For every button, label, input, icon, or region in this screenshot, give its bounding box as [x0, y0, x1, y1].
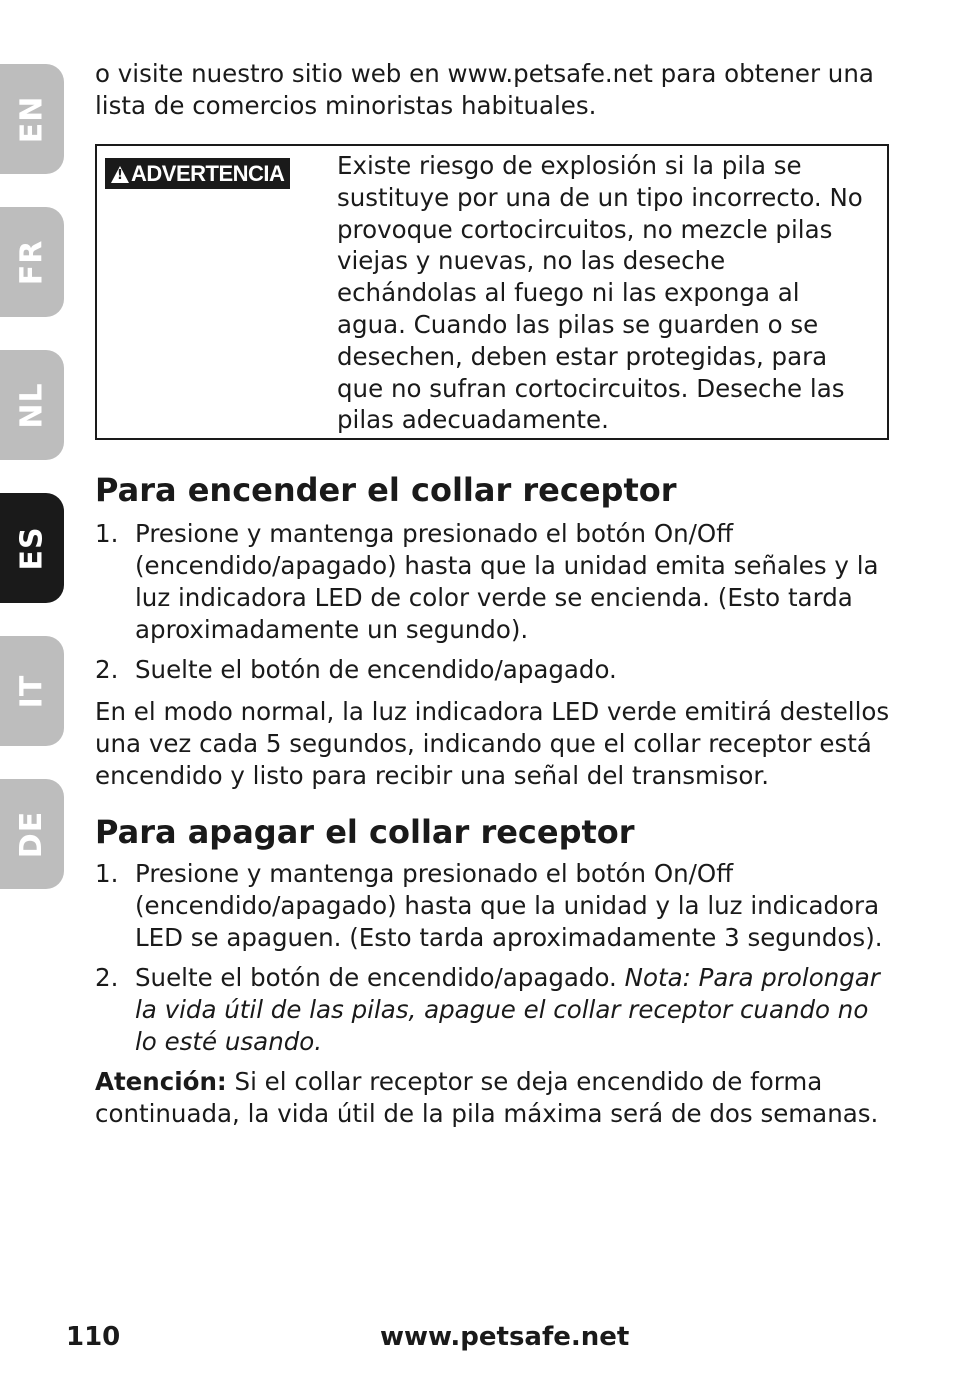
warning-triangle-icon [111, 166, 129, 183]
lang-tab-fr[interactable]: FR [0, 207, 64, 317]
warning-box [95, 144, 889, 440]
page-content [95, 58, 895, 1130]
intro-paragraph: o visite nuestro sitio web en www.petsafe.net para obtener una lista de comercios minoristas habituales. [95, 59, 874, 120]
warning-text: Existe riesgo de explosión si la pila se sustituye por una de un tipo incorrecto. No provoque cortocircuitos, no mezcle pilas viejas y nuevas, no las deseche echándolas al fuego ni las exponga al agua. Cuando las pilas se guarden o se desechen, deben estar protegidas, para que no sufran cortocircuitos. Deseche las pilas adecuadamente. [337, 151, 863, 435]
page-number: 110 [66, 1322, 121, 1352]
lang-tab-nl[interactable]: NL [0, 350, 64, 460]
warning-badge [105, 158, 290, 189]
turn-off-steps [95, 858, 895, 1058]
list-item: 1. Presione y mantenga presionado el botón On/Off (encendido/apagado) hasta que la unidad y la luz indicadora LED se apaguen. (Esto tarda aproximadamente 3 segundos). [95, 859, 883, 953]
warning-label: ADVERTENCIA [131, 161, 285, 186]
lang-tab-en[interactable]: EN [0, 64, 64, 174]
heading-turn-on: Para encender el collar receptor [95, 471, 677, 510]
list-item: 2. Suelte el botón de encendido/apagado. Nota: Para prolongar la vida útil de las pilas, apague el collar receptor cuando no lo esté usando. [95, 963, 880, 1057]
heading-turn-off: Para apagar el collar receptor [95, 813, 635, 852]
battery-note: Nota: Para prolongar la vida útil de las pilas, apague el collar receptor cuando no lo esté usando. [135, 963, 880, 1057]
footer-url[interactable]: www.petsafe.net [380, 1322, 630, 1352]
lang-tab-es[interactable]: ES [0, 493, 64, 603]
list-item: 2. Suelte el botón de encendido/apagado. [95, 655, 617, 685]
attention-paragraph: Atención: Si el collar receptor se deja encendido de forma continuada, la vida útil de la pila máxima será de dos semanas. [95, 1067, 879, 1129]
turn-on-steps [95, 518, 895, 686]
list-item: 1. Presione y mantenga presionado el botón On/Off (encendido/apagado) hasta que la unidad emita señales y la luz indicadora LED de color verde se encienda. (Esto tarda aproximadamente un segundo). [95, 519, 879, 645]
lang-tab-de[interactable]: DE [0, 779, 64, 889]
attention-label: Atención: [95, 1067, 227, 1097]
normal-mode-paragraph: En el modo normal, la luz indicadora LED verde emitirá destellos una vez cada 5 segundos, indicando que el collar receptor está encendido y listo para recibir una señal del transmisor. [95, 697, 890, 791]
lang-tab-it[interactable]: IT [0, 636, 64, 746]
